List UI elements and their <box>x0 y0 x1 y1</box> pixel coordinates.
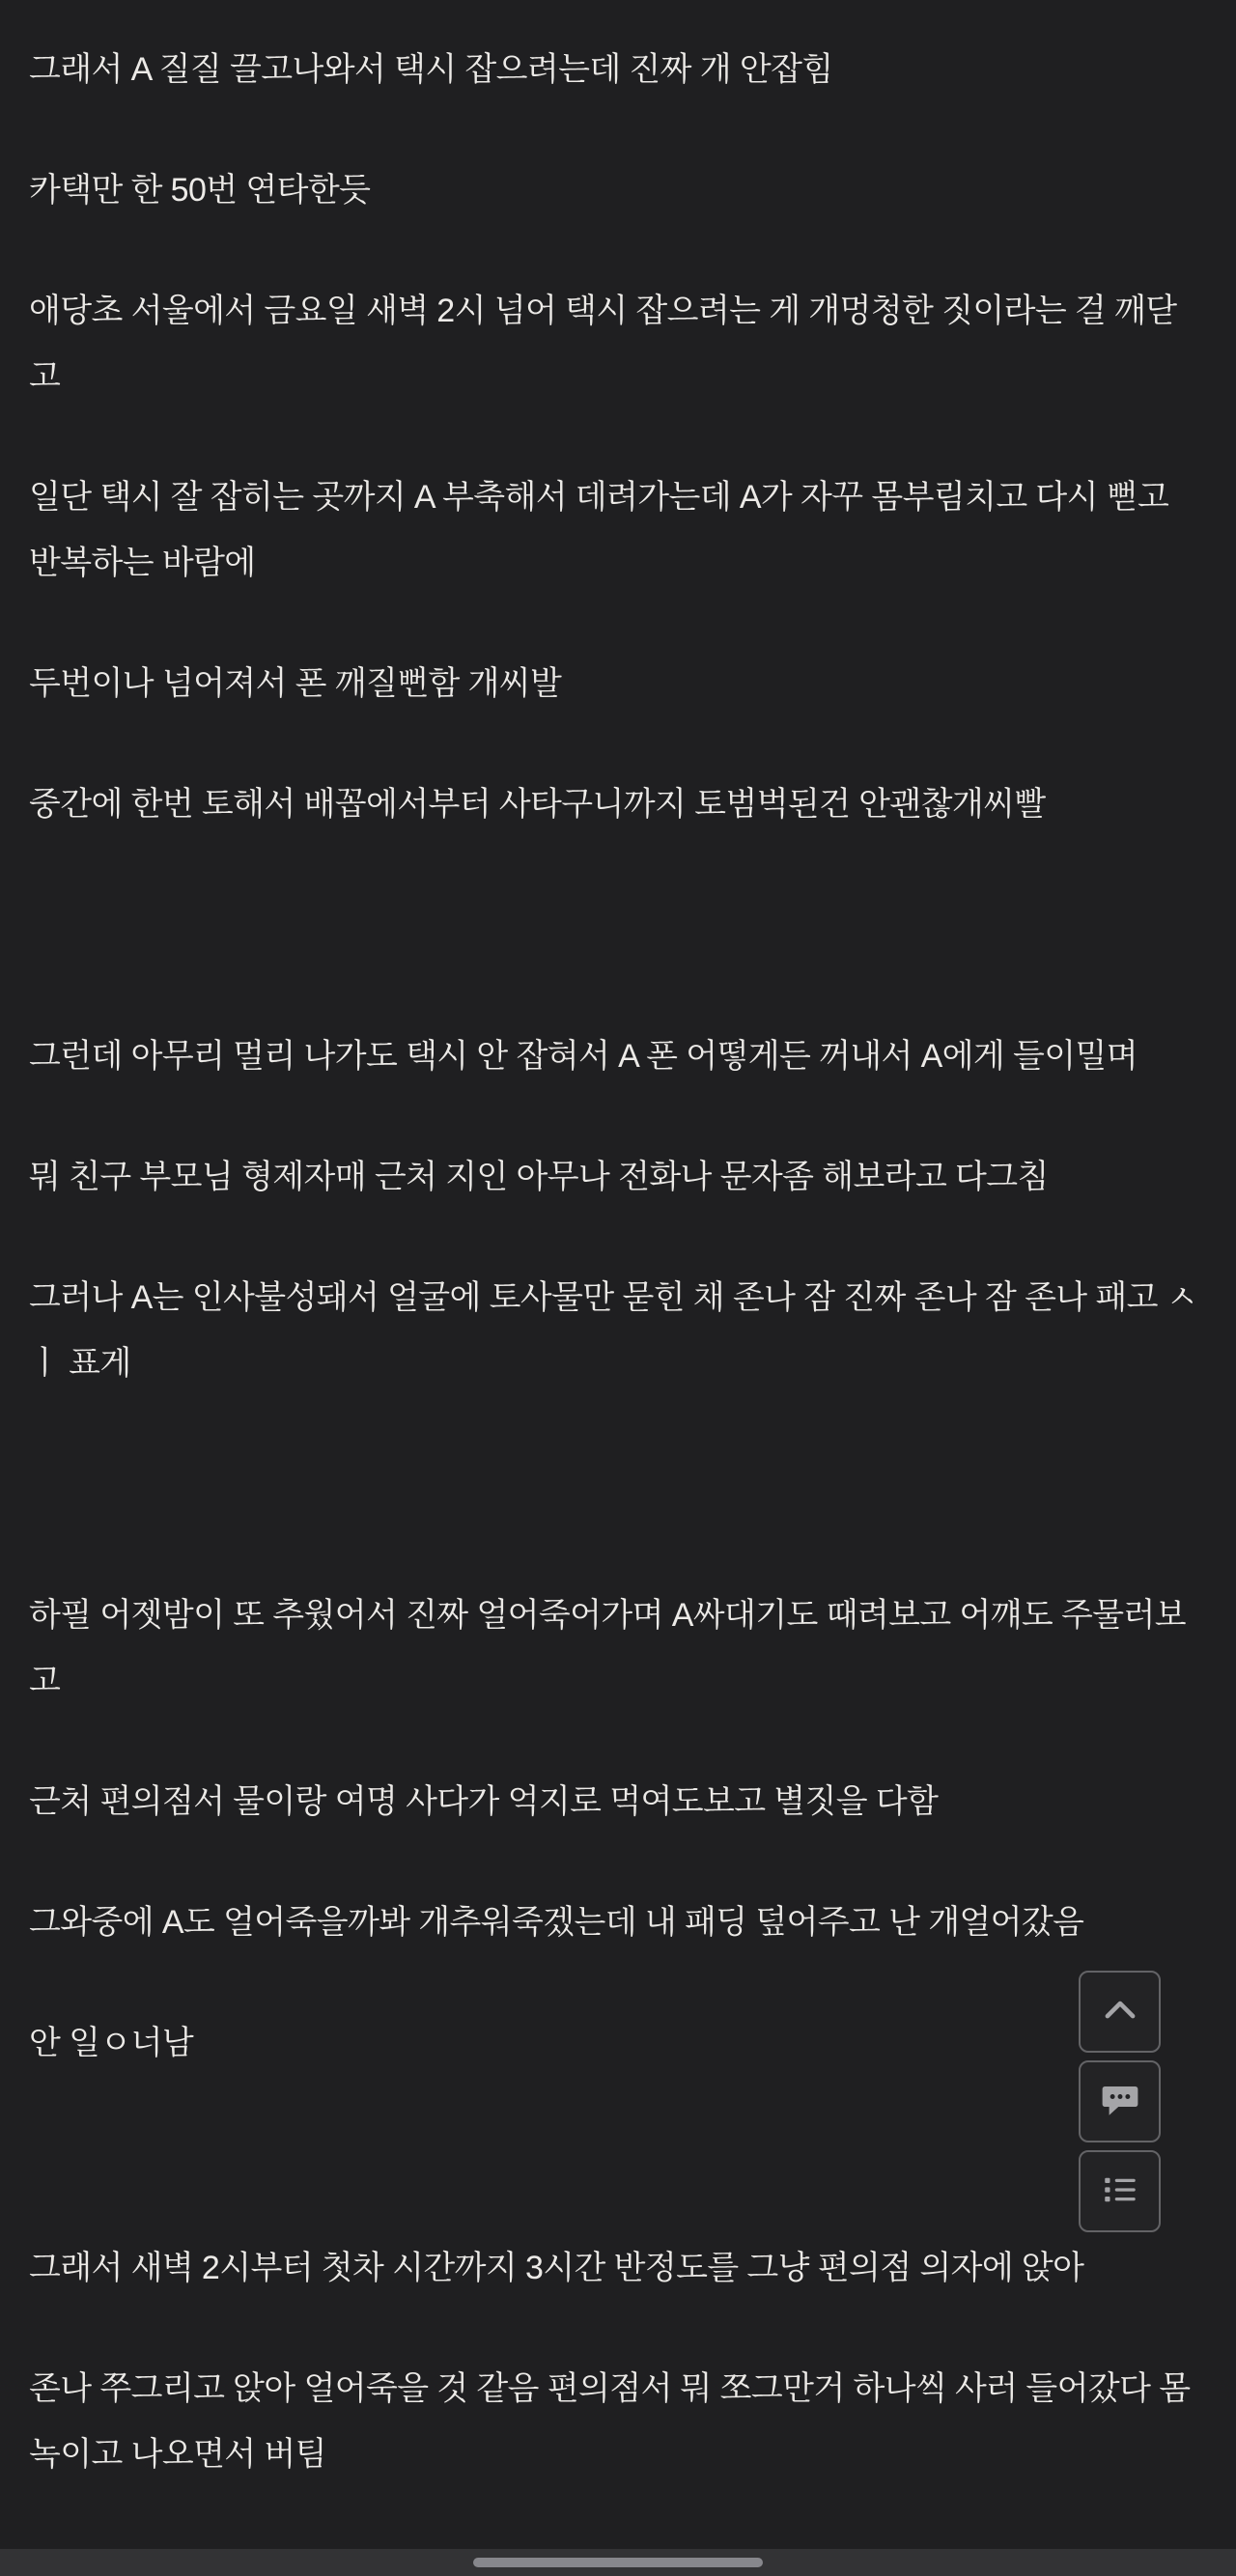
bottom-gesture-bar <box>0 2549 1236 2576</box>
post-paragraph: 중간에 한번 토해서 배꼽에서부터 사타구니까지 토범벅된건 안괜찮개씨빨 <box>29 786 1046 823</box>
post-paragraph: 그런데 아무리 멀리 나가도 택시 안 잡혀서 A 폰 어떻게든 꺼내서 A에게 들이밀며 <box>29 1038 1138 1075</box>
post-list-button[interactable] <box>1079 2150 1161 2232</box>
scroll-to-top-button[interactable] <box>1079 1971 1161 2053</box>
comment-icon <box>1100 2080 1140 2123</box>
post-paragraph: 근처 편의점서 물이랑 여명 사다가 억지로 먹여도보고 별짓을 다함 <box>29 1783 939 1820</box>
post-paragraph: 그와중에 A도 얼어죽을까봐 개추워죽겠는데 내 패딩 덮어주고 난 개얼어갔음 <box>29 1904 1084 1941</box>
comments-button[interactable] <box>1079 2060 1161 2142</box>
home-indicator-handle[interactable] <box>473 2558 763 2567</box>
post-paragraph: 존나 쭈그리고 앉아 얼어죽을 것 같음 편의점서 뭐 쪼그만거 하나씩 사러 들어갔다 몸 녹이고 나오면서 버팀 <box>29 2370 1191 2473</box>
post-paragraph: 그래서 새벽 2시부터 첫차 시간까지 3시간 반정도를 그냥 편의점 의자에 앉아 <box>29 2250 1084 2286</box>
post-paragraph: 안 일ㅇ너남 <box>29 2025 194 2061</box>
list-icon <box>1100 2170 1140 2213</box>
post-paragraph: 그래서 A 질질 끌고나와서 택시 잡으려는데 진짜 개 안잡힘 <box>29 51 833 88</box>
post-paragraph: 두번이나 넘어져서 폰 깨질뻔함 개씨발 <box>29 665 562 702</box>
post-paragraph: 카택만 한 50번 연타한듯 <box>29 172 371 209</box>
post-paragraph: 뭐 친구 부모님 형제자매 근처 지인 아무나 전화나 문자좀 해보라고 다그침 <box>29 1159 1049 1195</box>
chevron-up-icon <box>1100 1990 1140 2033</box>
post-paragraph: 일단 택시 잘 잡히는 곳까지 A 부축해서 데려가는데 A가 자꾸 몸부림치고 다시 뻗고 반복하는 바람에 <box>29 479 1169 581</box>
post-paragraph: 애당초 서울에서 금요일 새벽 2시 넘어 택시 잡으려는 게 개멍청한 짓이라는 걸 깨닫고 <box>29 293 1177 395</box>
post-paragraph: 하필 어젯밤이 또 추웠어서 진짜 얼어죽어가며 A싸대기도 때려보고 어꺠도 주물러보고 <box>29 1597 1186 1699</box>
floating-quick-menu <box>1079 1971 1161 2232</box>
post-paragraph: 그러나 A는 인사불성돼서 얼굴에 토사물만 묻힌 채 존나 잠 진짜 존나 잠 존나 패고 ㅅ ㅣ 표게 <box>29 1279 1197 1382</box>
